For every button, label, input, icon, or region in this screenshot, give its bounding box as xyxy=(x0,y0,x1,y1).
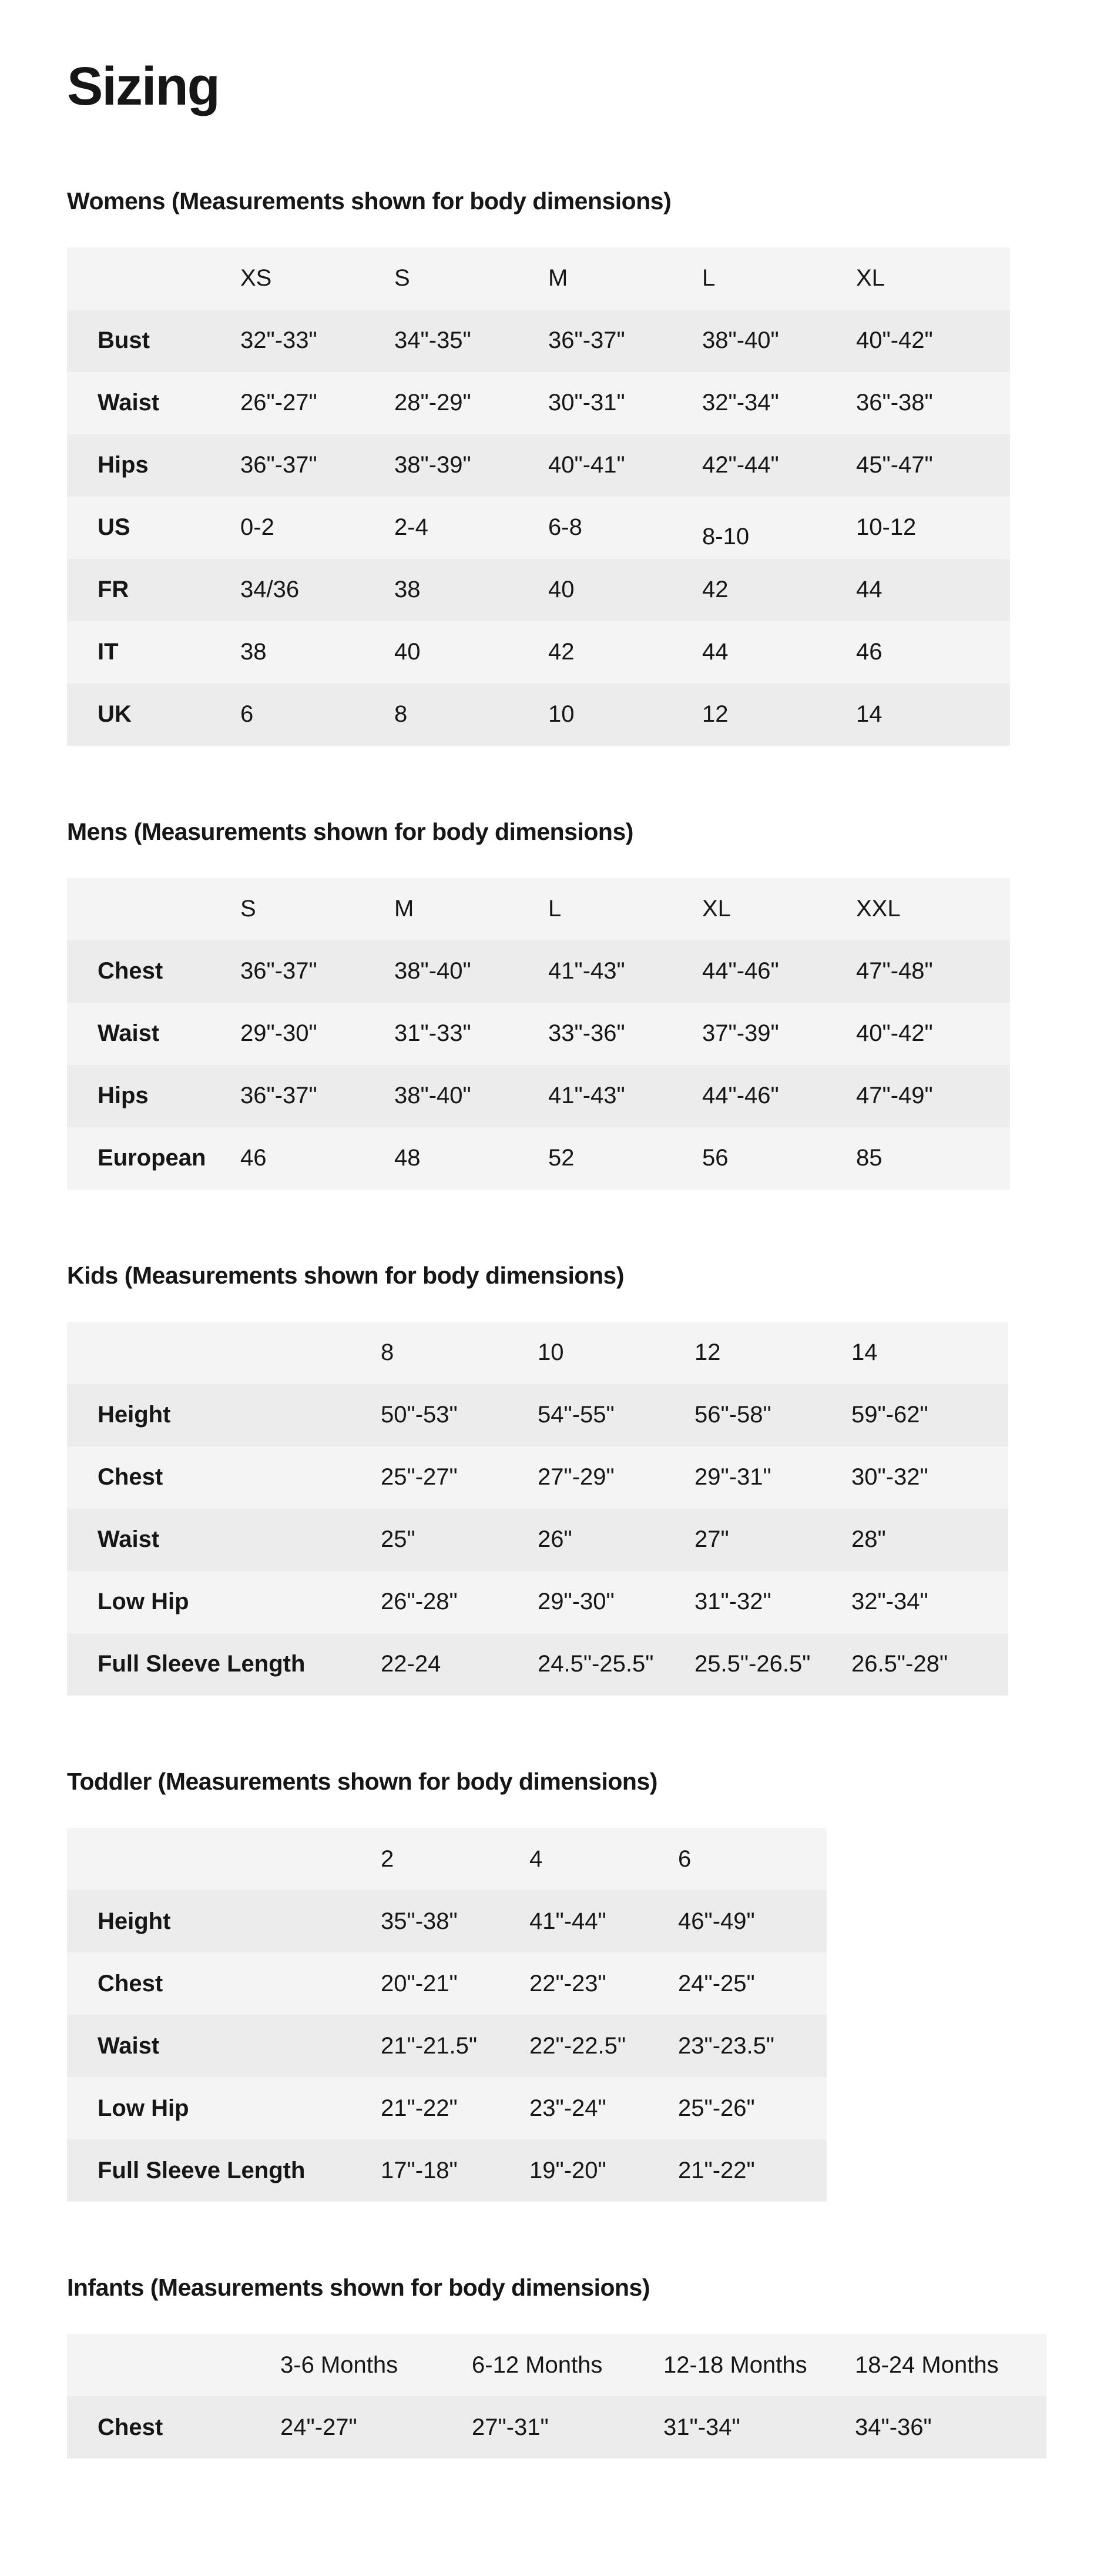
size-cell xyxy=(851,1509,1008,1571)
size-cell xyxy=(394,1065,548,1127)
size-cell xyxy=(856,434,1010,497)
table-row xyxy=(67,684,1010,746)
cell-value: 40 xyxy=(548,577,575,603)
column-header: 12 xyxy=(694,1339,721,1366)
cell-value: 37"-39" xyxy=(702,1020,779,1047)
section-toddler xyxy=(67,1768,1049,2202)
cell-value: 27"-29" xyxy=(538,1464,615,1490)
table-row xyxy=(67,1509,1008,1571)
cell-value: 0-2 xyxy=(240,514,274,541)
cell-value: 10 xyxy=(548,701,575,728)
cell-value: 46 xyxy=(856,639,883,665)
cell-value: 25.5"-26.5" xyxy=(694,1651,811,1677)
section-heading-mens: Mens (Measurements shown for body dimensions) xyxy=(67,818,633,845)
cell-value: 28"-29" xyxy=(394,390,471,416)
table-row xyxy=(67,2396,1046,2458)
cell-value: 38"-40" xyxy=(702,327,779,354)
size-cell xyxy=(702,1127,856,1190)
cell-value: 10-12 xyxy=(856,514,917,541)
table-row xyxy=(67,1446,1008,1509)
column-header: 12-18 Months xyxy=(663,2351,807,2378)
row-label: Height xyxy=(98,1402,171,1428)
column-header: 6-12 Months xyxy=(472,2351,603,2378)
size-cell xyxy=(855,2396,1046,2458)
row-label: Full Sleeve Length xyxy=(98,2157,306,2183)
cell-value: 27"-31" xyxy=(472,2414,549,2440)
column-header: M xyxy=(548,265,568,292)
cell-value: 38"-40" xyxy=(394,958,471,984)
cell-value: 32"-34" xyxy=(702,390,779,416)
cell-value: 44"-46" xyxy=(702,1083,779,1109)
table-row xyxy=(67,1065,1010,1127)
size-cell xyxy=(538,1509,694,1571)
size-cell xyxy=(702,310,856,372)
cell-value: 26"-27" xyxy=(240,390,317,416)
table-row xyxy=(67,497,1010,559)
table-row xyxy=(67,2139,827,2202)
table-row xyxy=(67,1633,1008,1696)
cell-value: 40"-42" xyxy=(856,1020,933,1047)
infants-size-table xyxy=(67,2334,1046,2458)
column-header: S xyxy=(240,896,256,922)
size-cell xyxy=(678,2139,827,2202)
cell-value: 40"-42" xyxy=(856,327,933,354)
size-cell xyxy=(694,1571,851,1633)
cell-value: 59"-62" xyxy=(851,1402,928,1428)
cell-value: 44 xyxy=(856,577,883,603)
cell-value: 8-10 xyxy=(702,524,750,550)
column-header: 3-6 Months xyxy=(280,2351,398,2378)
column-header: XL xyxy=(702,896,731,922)
size-cell xyxy=(702,621,856,684)
size-cell xyxy=(702,434,856,497)
row-label: Height xyxy=(98,1908,171,1934)
size-cell xyxy=(548,940,702,1003)
cell-value: 26" xyxy=(538,1526,572,1553)
size-cell xyxy=(394,559,548,621)
cell-value: 14 xyxy=(856,701,883,728)
size-cell xyxy=(394,1127,548,1190)
table-row xyxy=(67,940,1010,1003)
corner-cell xyxy=(67,247,240,310)
row-label: Full Sleeve Length xyxy=(98,1651,306,1677)
cell-value: 30"-31" xyxy=(548,390,625,416)
cell-value: 22-24 xyxy=(381,1651,441,1677)
size-cell xyxy=(381,1509,538,1571)
cell-value: 23"-24" xyxy=(529,2095,606,2121)
cell-value: 85 xyxy=(856,1145,883,1171)
table-row xyxy=(67,310,1010,372)
size-cell xyxy=(694,1446,851,1509)
size-cell xyxy=(702,497,856,559)
cell-value: 42 xyxy=(548,639,575,665)
section-mens xyxy=(67,819,1049,1190)
table-row xyxy=(67,2077,827,2139)
cell-value: 34/36 xyxy=(240,577,300,603)
kids-size-table xyxy=(67,1322,1008,1696)
cell-value: 36"-37" xyxy=(548,327,625,354)
size-cell xyxy=(548,310,702,372)
table-row xyxy=(67,1127,1010,1190)
size-cell xyxy=(394,684,548,746)
size-cell xyxy=(394,434,548,497)
size-cell xyxy=(702,684,856,746)
table-row xyxy=(67,621,1010,684)
size-cell xyxy=(538,1384,694,1446)
size-cell xyxy=(856,1065,1010,1127)
cell-value: 26"-28" xyxy=(381,1589,458,1615)
cell-value: 41"-44" xyxy=(529,1908,606,1934)
cell-value: 36"-37" xyxy=(240,958,317,984)
section-womens xyxy=(67,188,1049,746)
size-cell xyxy=(856,310,1010,372)
size-cell xyxy=(856,1003,1010,1065)
cell-value: 29"-31" xyxy=(694,1464,771,1490)
size-cell xyxy=(394,310,548,372)
size-cell xyxy=(702,940,856,1003)
column-header: L xyxy=(548,896,562,922)
size-cell xyxy=(678,1952,827,2015)
cell-value: 6-8 xyxy=(548,514,582,541)
size-cell xyxy=(240,559,394,621)
column-header: M xyxy=(394,896,414,922)
womens-size-table xyxy=(67,247,1010,746)
size-cell xyxy=(240,434,394,497)
cell-value: 38 xyxy=(394,577,421,603)
size-cell xyxy=(381,1952,529,2015)
row-label: European xyxy=(98,1145,206,1171)
cell-value: 20"-21" xyxy=(381,1970,458,1997)
toddler-size-table xyxy=(67,1828,827,2202)
cell-value: 12 xyxy=(702,701,729,728)
size-cell xyxy=(381,1446,538,1509)
column-header: L xyxy=(702,265,716,292)
size-cell xyxy=(381,2015,529,2077)
header-row xyxy=(67,2334,1046,2396)
cell-value: 50"-53" xyxy=(381,1402,458,1428)
size-cell xyxy=(851,1446,1008,1509)
cell-value: 21"-22" xyxy=(381,2095,458,2121)
row-label: Waist xyxy=(98,1020,160,1047)
section-heading-infants: Infants (Measurements shown for body dimensions) xyxy=(67,2274,650,2302)
size-cell xyxy=(548,684,702,746)
size-cell xyxy=(529,1890,678,1952)
column-header: 8 xyxy=(381,1339,394,1366)
header-row xyxy=(67,1828,827,1890)
size-cell xyxy=(529,1952,678,2015)
cell-value: 29"-30" xyxy=(538,1589,615,1615)
size-cell xyxy=(240,1003,394,1065)
cell-value: 24"-27" xyxy=(280,2414,357,2440)
header-row xyxy=(67,1322,1008,1384)
cell-value: 34"-36" xyxy=(855,2414,932,2440)
column-header: 6 xyxy=(678,1845,692,1872)
size-cell xyxy=(856,1127,1010,1190)
size-cell xyxy=(856,372,1010,434)
cell-value: 25"-26" xyxy=(678,2095,755,2121)
cell-value: 45"-47" xyxy=(856,452,933,478)
corner-cell xyxy=(67,2334,280,2396)
size-cell xyxy=(548,1127,702,1190)
cell-value: 8 xyxy=(394,701,408,728)
size-cell xyxy=(381,2077,529,2139)
row-label: Waist xyxy=(98,2032,160,2059)
table-row xyxy=(67,1952,827,2015)
corner-cell xyxy=(67,1322,381,1384)
cell-value: 25" xyxy=(381,1526,415,1553)
table-row xyxy=(67,2015,827,2077)
size-cell xyxy=(538,1446,694,1509)
cell-value: 44 xyxy=(702,639,729,665)
size-cell xyxy=(529,2077,678,2139)
row-label: Waist xyxy=(98,1526,160,1553)
corner-cell xyxy=(67,878,240,940)
size-cell xyxy=(694,1633,851,1696)
section-heading-kids: Kids (Measurements shown for body dimensions) xyxy=(67,1261,624,1289)
size-cell xyxy=(381,1571,538,1633)
cell-value: 21"-21.5" xyxy=(381,2032,478,2059)
cell-value: 40"-41" xyxy=(548,452,625,478)
size-cell xyxy=(240,684,394,746)
column-header: 18-24 Months xyxy=(855,2351,999,2378)
section-infants xyxy=(67,2274,1049,2458)
cell-value: 33"-36" xyxy=(548,1020,625,1047)
cell-value: 22"-23" xyxy=(529,1970,606,1997)
header-row xyxy=(67,247,1010,310)
cell-value: 24"-25" xyxy=(678,1970,755,1997)
cell-value: 31"-32" xyxy=(694,1589,771,1615)
cell-value: 56 xyxy=(702,1145,729,1171)
cell-value: 41"-43" xyxy=(548,958,625,984)
row-label: FR xyxy=(98,577,129,603)
column-header: XS xyxy=(240,265,272,292)
cell-value: 17"-18" xyxy=(381,2157,458,2183)
size-cell xyxy=(702,372,856,434)
table-row xyxy=(67,1890,827,1952)
column-header: 10 xyxy=(538,1339,564,1366)
table-row xyxy=(67,372,1010,434)
cell-value: 44"-46" xyxy=(702,958,779,984)
size-cell xyxy=(548,1003,702,1065)
cell-value: 22"-22.5" xyxy=(529,2032,626,2059)
size-cell xyxy=(856,497,1010,559)
row-label: UK xyxy=(98,701,132,728)
size-cell xyxy=(678,2015,827,2077)
row-label: Chest xyxy=(98,1464,163,1490)
table-row xyxy=(67,1384,1008,1446)
cell-value: 42"-44" xyxy=(702,452,779,478)
size-cell xyxy=(702,1003,856,1065)
cell-value: 24.5"-25.5" xyxy=(538,1651,654,1677)
row-label: Waist xyxy=(98,390,160,416)
cell-value: 47"-49" xyxy=(856,1083,933,1109)
cell-value: 54"-55" xyxy=(538,1402,615,1428)
cell-value: 46"-49" xyxy=(678,1908,755,1934)
cell-value: 29"-30" xyxy=(240,1020,317,1047)
size-cell xyxy=(381,2139,529,2202)
cell-value: 28" xyxy=(851,1526,886,1553)
size-cell xyxy=(548,497,702,559)
section-heading-toddler: Toddler (Measurements shown for body dimensions) xyxy=(67,1767,657,1795)
size-cell xyxy=(856,940,1010,1003)
cell-value: 31"-34" xyxy=(663,2414,740,2440)
size-cell xyxy=(851,1633,1008,1696)
size-cell xyxy=(678,2077,827,2139)
table-row xyxy=(67,559,1010,621)
cell-value: 19"-20" xyxy=(529,2157,606,2183)
size-cell xyxy=(240,372,394,434)
size-cell xyxy=(394,621,548,684)
size-cell xyxy=(702,559,856,621)
size-cell xyxy=(856,684,1010,746)
row-label: Hips xyxy=(98,452,149,478)
cell-value: 47"-48" xyxy=(856,958,933,984)
cell-value: 36"-37" xyxy=(240,1083,317,1109)
size-cell xyxy=(394,940,548,1003)
size-cell xyxy=(702,1065,856,1127)
size-cell xyxy=(663,2396,855,2458)
size-cell xyxy=(856,559,1010,621)
row-label: Bust xyxy=(98,327,150,354)
size-cell xyxy=(548,434,702,497)
cell-value: 48 xyxy=(394,1145,421,1171)
size-cell xyxy=(240,621,394,684)
size-cell xyxy=(381,1384,538,1446)
table-row xyxy=(67,434,1010,497)
size-cell xyxy=(240,310,394,372)
table-row xyxy=(67,1003,1010,1065)
size-cell xyxy=(394,372,548,434)
cell-value: 42 xyxy=(702,577,729,603)
cell-value: 36"-38" xyxy=(856,390,933,416)
cell-value: 21"-22" xyxy=(678,2157,755,2183)
size-cell xyxy=(240,497,394,559)
cell-value: 38"-40" xyxy=(394,1083,471,1109)
cell-value: 38"-39" xyxy=(394,452,471,478)
size-cell xyxy=(678,1890,827,1952)
row-label: Chest xyxy=(98,2414,163,2440)
cell-value: 26.5"-28" xyxy=(851,1651,948,1677)
size-cell xyxy=(240,1127,394,1190)
row-label: Chest xyxy=(98,958,163,984)
size-cell xyxy=(548,559,702,621)
section-heading-womens: Womens (Measurements shown for body dimensions) xyxy=(67,187,672,215)
corner-cell xyxy=(67,1828,381,1890)
size-cell xyxy=(694,1384,851,1446)
size-cell xyxy=(394,1003,548,1065)
size-cell xyxy=(381,1633,538,1696)
size-cell xyxy=(381,1890,529,1952)
cell-value: 6 xyxy=(240,701,254,728)
column-header: S xyxy=(394,265,410,292)
cell-value: 46 xyxy=(240,1145,267,1171)
cell-value: 32"-34" xyxy=(851,1589,928,1615)
cell-value: 36"-37" xyxy=(240,452,317,478)
size-cell xyxy=(548,621,702,684)
size-cell xyxy=(240,940,394,1003)
column-header: 4 xyxy=(529,1845,543,1872)
size-cell xyxy=(280,2396,472,2458)
header-row xyxy=(67,878,1010,940)
cell-value: 23"-23.5" xyxy=(678,2032,775,2059)
page-title: Sizing xyxy=(67,56,219,116)
size-cell xyxy=(548,1065,702,1127)
cell-value: 38 xyxy=(240,639,267,665)
row-label: Low Hip xyxy=(98,2095,189,2121)
size-cell xyxy=(240,1065,394,1127)
size-cell xyxy=(529,2139,678,2202)
column-header: 14 xyxy=(851,1339,878,1366)
table-row xyxy=(67,1571,1008,1633)
row-label: Hips xyxy=(98,1083,149,1109)
size-cell xyxy=(851,1384,1008,1446)
size-cell xyxy=(694,1509,851,1571)
size-cell xyxy=(851,1571,1008,1633)
row-label: Chest xyxy=(98,1970,163,1997)
section-kids xyxy=(67,1262,1049,1696)
cell-value: 41"-43" xyxy=(548,1083,625,1109)
cell-value: 30"-32" xyxy=(851,1464,928,1490)
cell-value: 32"-33" xyxy=(240,327,317,354)
row-label: IT xyxy=(98,639,119,665)
column-header: XL xyxy=(856,265,885,292)
column-header: 2 xyxy=(381,1845,394,1872)
size-cell xyxy=(856,621,1010,684)
row-label: Low Hip xyxy=(98,1589,189,1615)
size-cell xyxy=(538,1633,694,1696)
size-cell xyxy=(472,2396,663,2458)
cell-value: 34"-35" xyxy=(394,327,471,354)
cell-value: 52 xyxy=(548,1145,575,1171)
size-cell xyxy=(538,1571,694,1633)
cell-value: 35"-38" xyxy=(381,1908,458,1934)
size-cell xyxy=(529,2015,678,2077)
column-header: XXL xyxy=(856,896,901,922)
cell-value: 40 xyxy=(394,639,421,665)
cell-value: 56"-58" xyxy=(694,1402,771,1428)
cell-value: 31"-33" xyxy=(394,1020,471,1047)
cell-value: 2-4 xyxy=(394,514,428,541)
cell-value: 25"-27" xyxy=(381,1464,458,1490)
mens-size-table xyxy=(67,878,1010,1190)
size-cell xyxy=(548,372,702,434)
cell-value: 27" xyxy=(694,1526,729,1553)
size-cell xyxy=(394,497,548,559)
row-label: US xyxy=(98,514,130,541)
